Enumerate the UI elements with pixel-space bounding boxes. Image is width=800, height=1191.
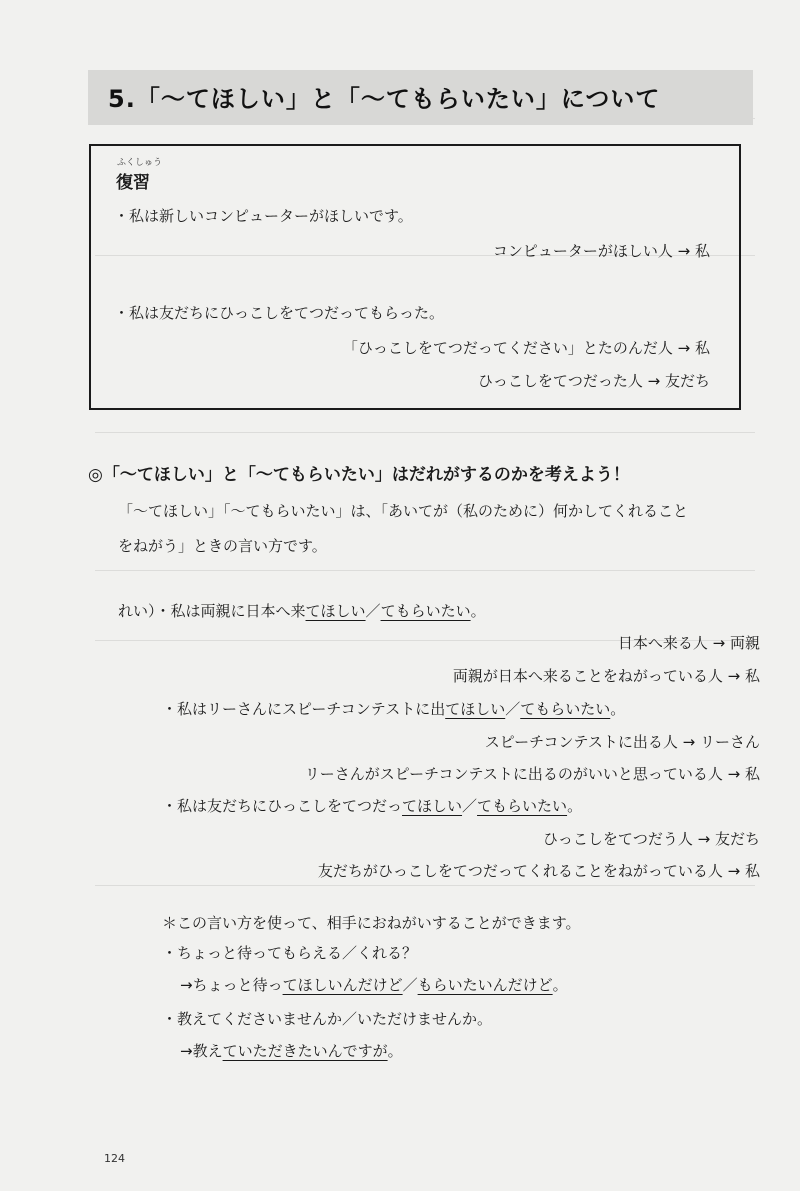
example-3-sep: ／ <box>462 797 478 815</box>
review-line-2: コンピューターがほしい人 → 私 <box>492 242 710 260</box>
example-2-answer-2: リーさんがスピーチコンテストに出るのがいいと思っている人 → 私 <box>304 765 760 783</box>
example-1-answer-1: 日本へ来る人 → 両親 <box>617 634 760 652</box>
example-label: れい） <box>118 602 156 620</box>
example-1-pre: ・私は両親に日本へ来 <box>155 602 306 620</box>
section-heading: ◎「〜てほしい」と「〜てもらいたい」はだれがするのかを考えよう！ <box>88 465 630 485</box>
example-2-end: 。 <box>610 700 626 718</box>
intro-line-2: をねがう」ときの言い方です。 <box>118 537 327 555</box>
note-line-2-underline-2: もらいたいんだけど <box>417 976 553 994</box>
example-3-pre: ・私は友だちにひっこしをてつだっ <box>162 797 403 815</box>
page-title: 5.「〜てほしい」と「〜てもらいたい」について <box>108 85 661 113</box>
example-3-underline-2: てもらいたい <box>477 797 568 815</box>
example-2-sentence <box>162 698 625 719</box>
example-1-sentence <box>118 600 486 621</box>
note-line-2 <box>180 974 568 995</box>
example-2-sep: ／ <box>505 700 521 718</box>
example-2-answer-1: スピーチコンテストに出る人 → リーさん <box>484 733 760 751</box>
review-line-4: 「ひっこしをてつだってください」とたのんだ人 → 私 <box>342 339 710 357</box>
example-3-sentence <box>162 795 582 816</box>
example-3-answer-1: ひっこしをてつだう人 → 友だち <box>542 830 760 848</box>
example-1-answer-2: 両親が日本へ来ることをねがっている人 → 私 <box>452 667 760 685</box>
example-1-underline-1: てほしい <box>305 602 366 620</box>
example-3-underline-1: てほしい <box>402 797 463 815</box>
intro-line-1: 「〜てほしい」「〜てもらいたい」は、「あいてが（私のために）何かしてくれること <box>118 502 689 520</box>
example-3-answer-2: 友だちがひっこしをてつだってくれることをねがっている人 → 私 <box>317 862 760 880</box>
note-line-4-underline: ていただきたいんですが <box>222 1042 388 1060</box>
note-line-4-end: 。 <box>387 1042 403 1060</box>
note-line-2-pre: →ちょっと待っ <box>180 976 283 994</box>
note-line-4 <box>180 1040 403 1061</box>
note-line-2-end: 。 <box>552 976 568 994</box>
review-line-1: ・私は新しいコンピューターがほしいです。 <box>114 207 413 225</box>
example-3-end: 。 <box>567 797 583 815</box>
note-line-1: ・ちょっと待ってもらえる／くれる？ <box>162 944 418 962</box>
review-line-5: ひっこしをてつだった人 → 友だち <box>477 372 710 390</box>
example-1-end: 。 <box>470 602 486 620</box>
note-line-3: ・教えてくださいませんか／いただけませんか。 <box>162 1010 493 1028</box>
page-number: 124 <box>104 1152 125 1165</box>
example-2-pre: ・私はリーさんにスピーチコンテストに出 <box>162 700 446 718</box>
note-line-2-underline-1: てほしいんだけど <box>282 976 403 994</box>
review-heading: 復習 <box>116 173 150 193</box>
example-2-underline-2: てもらいたい <box>520 700 611 718</box>
note-line-2-sep: ／ <box>402 976 418 994</box>
note-lead: ＊この言い方を使って、相手におねがいすることができます。 <box>162 914 581 932</box>
review-ruby: ふくしゅう <box>117 158 163 168</box>
example-2-underline-1: てほしい <box>445 700 506 718</box>
note-line-4-pre: →教え <box>180 1042 223 1060</box>
example-1-sep: ／ <box>365 602 381 620</box>
review-line-3: ・私は友だちにひっこしをてつだってもらった。 <box>114 304 445 322</box>
example-1-underline-2: てもらいたい <box>380 602 471 620</box>
